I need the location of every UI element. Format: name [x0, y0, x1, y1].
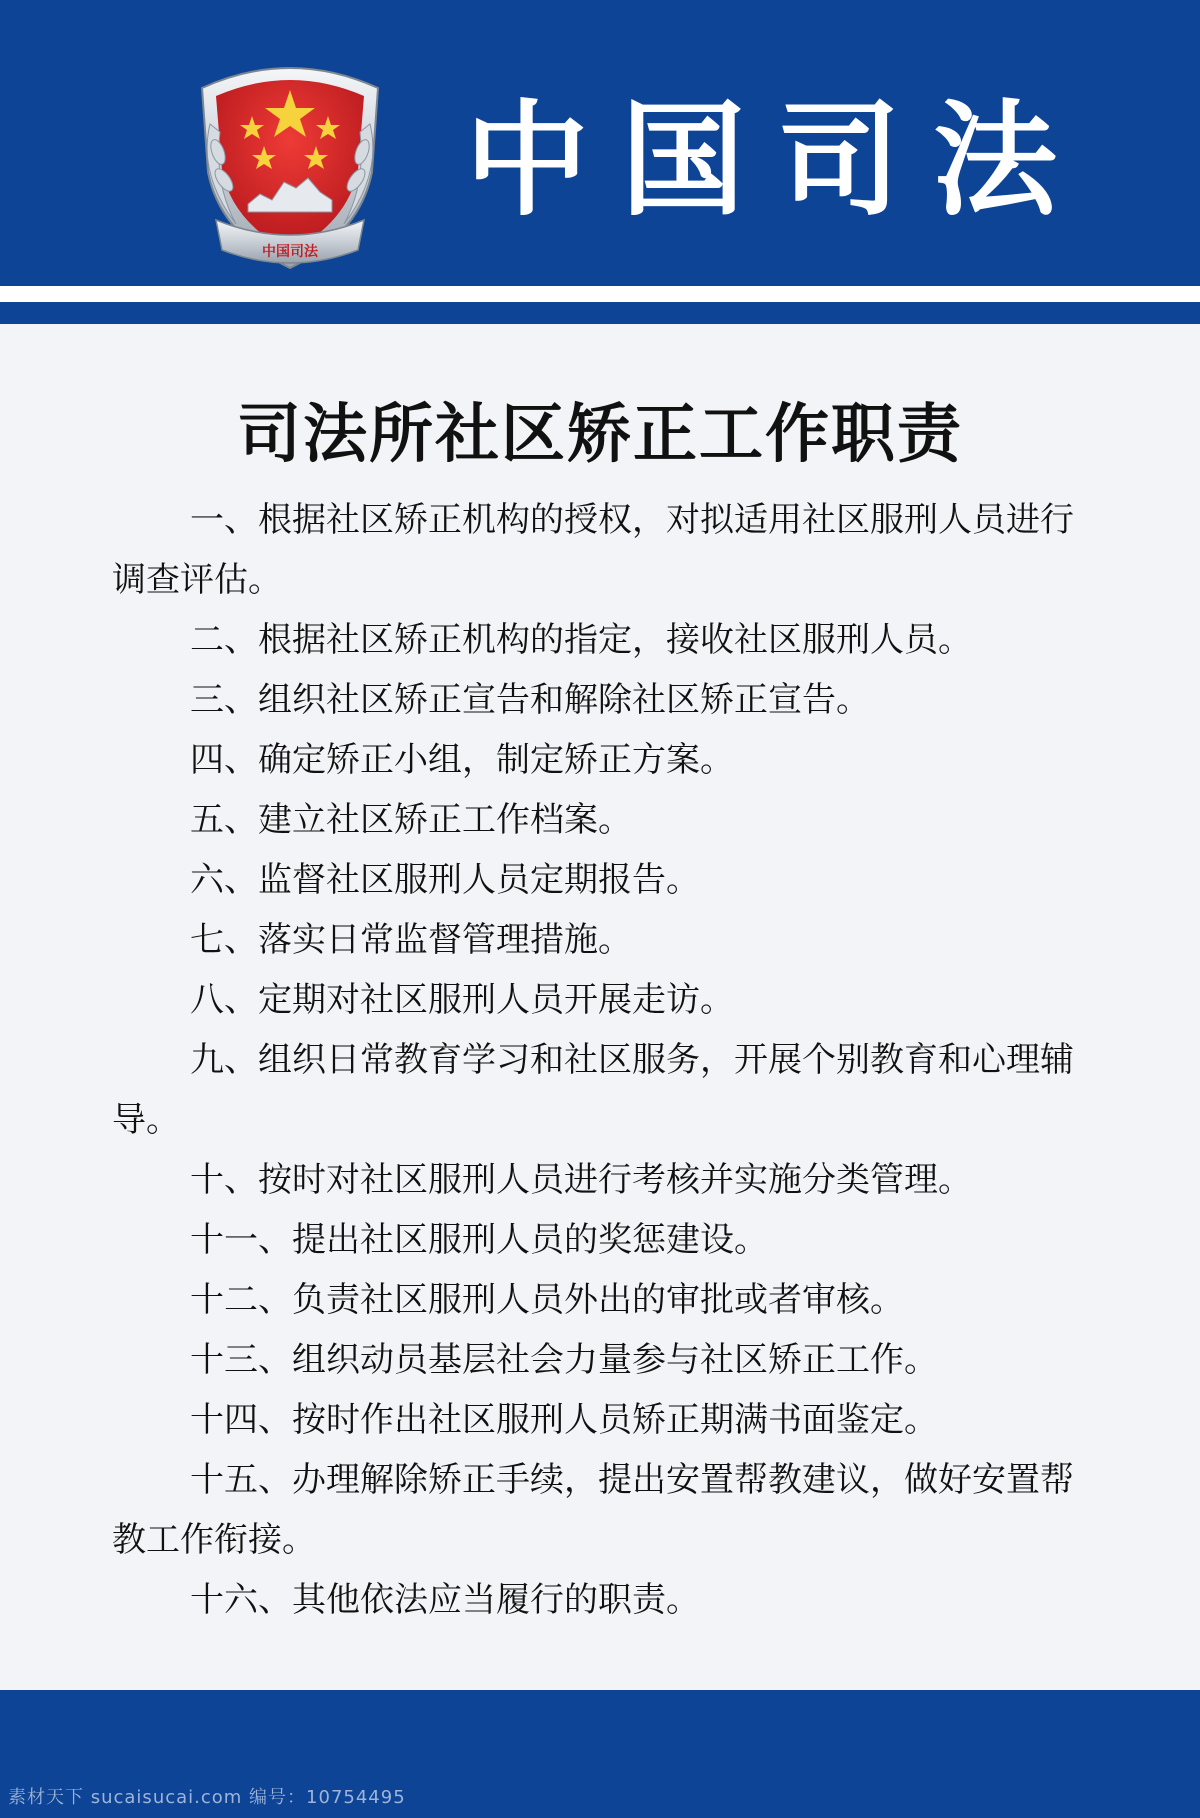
header-title: 中国司法	[465, 89, 1090, 233]
duty-item-9: 九、组织日常教育学习和社区服务，开展个别教育和心理辅导。	[112, 1040, 1074, 1140]
duty-item-11: 十一、提出社区服刑人员的奖惩建设。	[190, 1220, 768, 1260]
duty-item-7: 七、落实日常监督管理措施。	[190, 920, 632, 960]
page-title: 司法所社区矫正工作职责	[237, 397, 963, 472]
duty-item-16: 十六、其他依法应当履行的职责。	[190, 1580, 700, 1620]
duty-item-12: 十二、负责社区服刑人员外出的审批或者审核。	[190, 1280, 904, 1320]
duty-item-15: 十五、办理解除矫正手续，提出安置帮教建议，做好安置帮教工作衔接。	[112, 1460, 1074, 1560]
header-underline	[0, 302, 1200, 324]
duty-item-6: 六、监督社区服刑人员定期报告。	[190, 860, 700, 900]
svg-text:中国司法: 中国司法	[262, 244, 318, 260]
header-divider	[0, 286, 1200, 302]
justice-emblem-icon	[180, 54, 400, 282]
duty-item-2: 二、根据社区矫正机构的指定，接收社区服刑人员。	[190, 620, 972, 660]
duty-item-8: 八、定期对社区服刑人员开展走访。	[190, 980, 734, 1020]
duty-item-1: 一、根据社区矫正机构的授权，对拟适用社区服刑人员进行调查评估。	[112, 500, 1074, 600]
duty-list	[112, 490, 1092, 1630]
duty-item-5: 五、建立社区矫正工作档案。	[190, 800, 632, 840]
duty-item-14: 十四、按时作出社区服刑人员矫正期满书面鉴定。	[190, 1400, 938, 1440]
watermark-text: 素材天下 sucaisucai.com 编号：10754495	[8, 1787, 406, 1808]
header-band	[0, 0, 1200, 286]
duty-item-3: 三、组织社区矫正宣告和解除社区矫正宣告。	[190, 680, 870, 720]
duty-item-13: 十三、组织动员基层社会力量参与社区矫正工作。	[190, 1340, 938, 1380]
duty-item-10: 十、按时对社区服刑人员进行考核并实施分类管理。	[190, 1160, 972, 1200]
duty-item-4: 四、确定矫正小组，制定矫正方案。	[190, 740, 734, 780]
